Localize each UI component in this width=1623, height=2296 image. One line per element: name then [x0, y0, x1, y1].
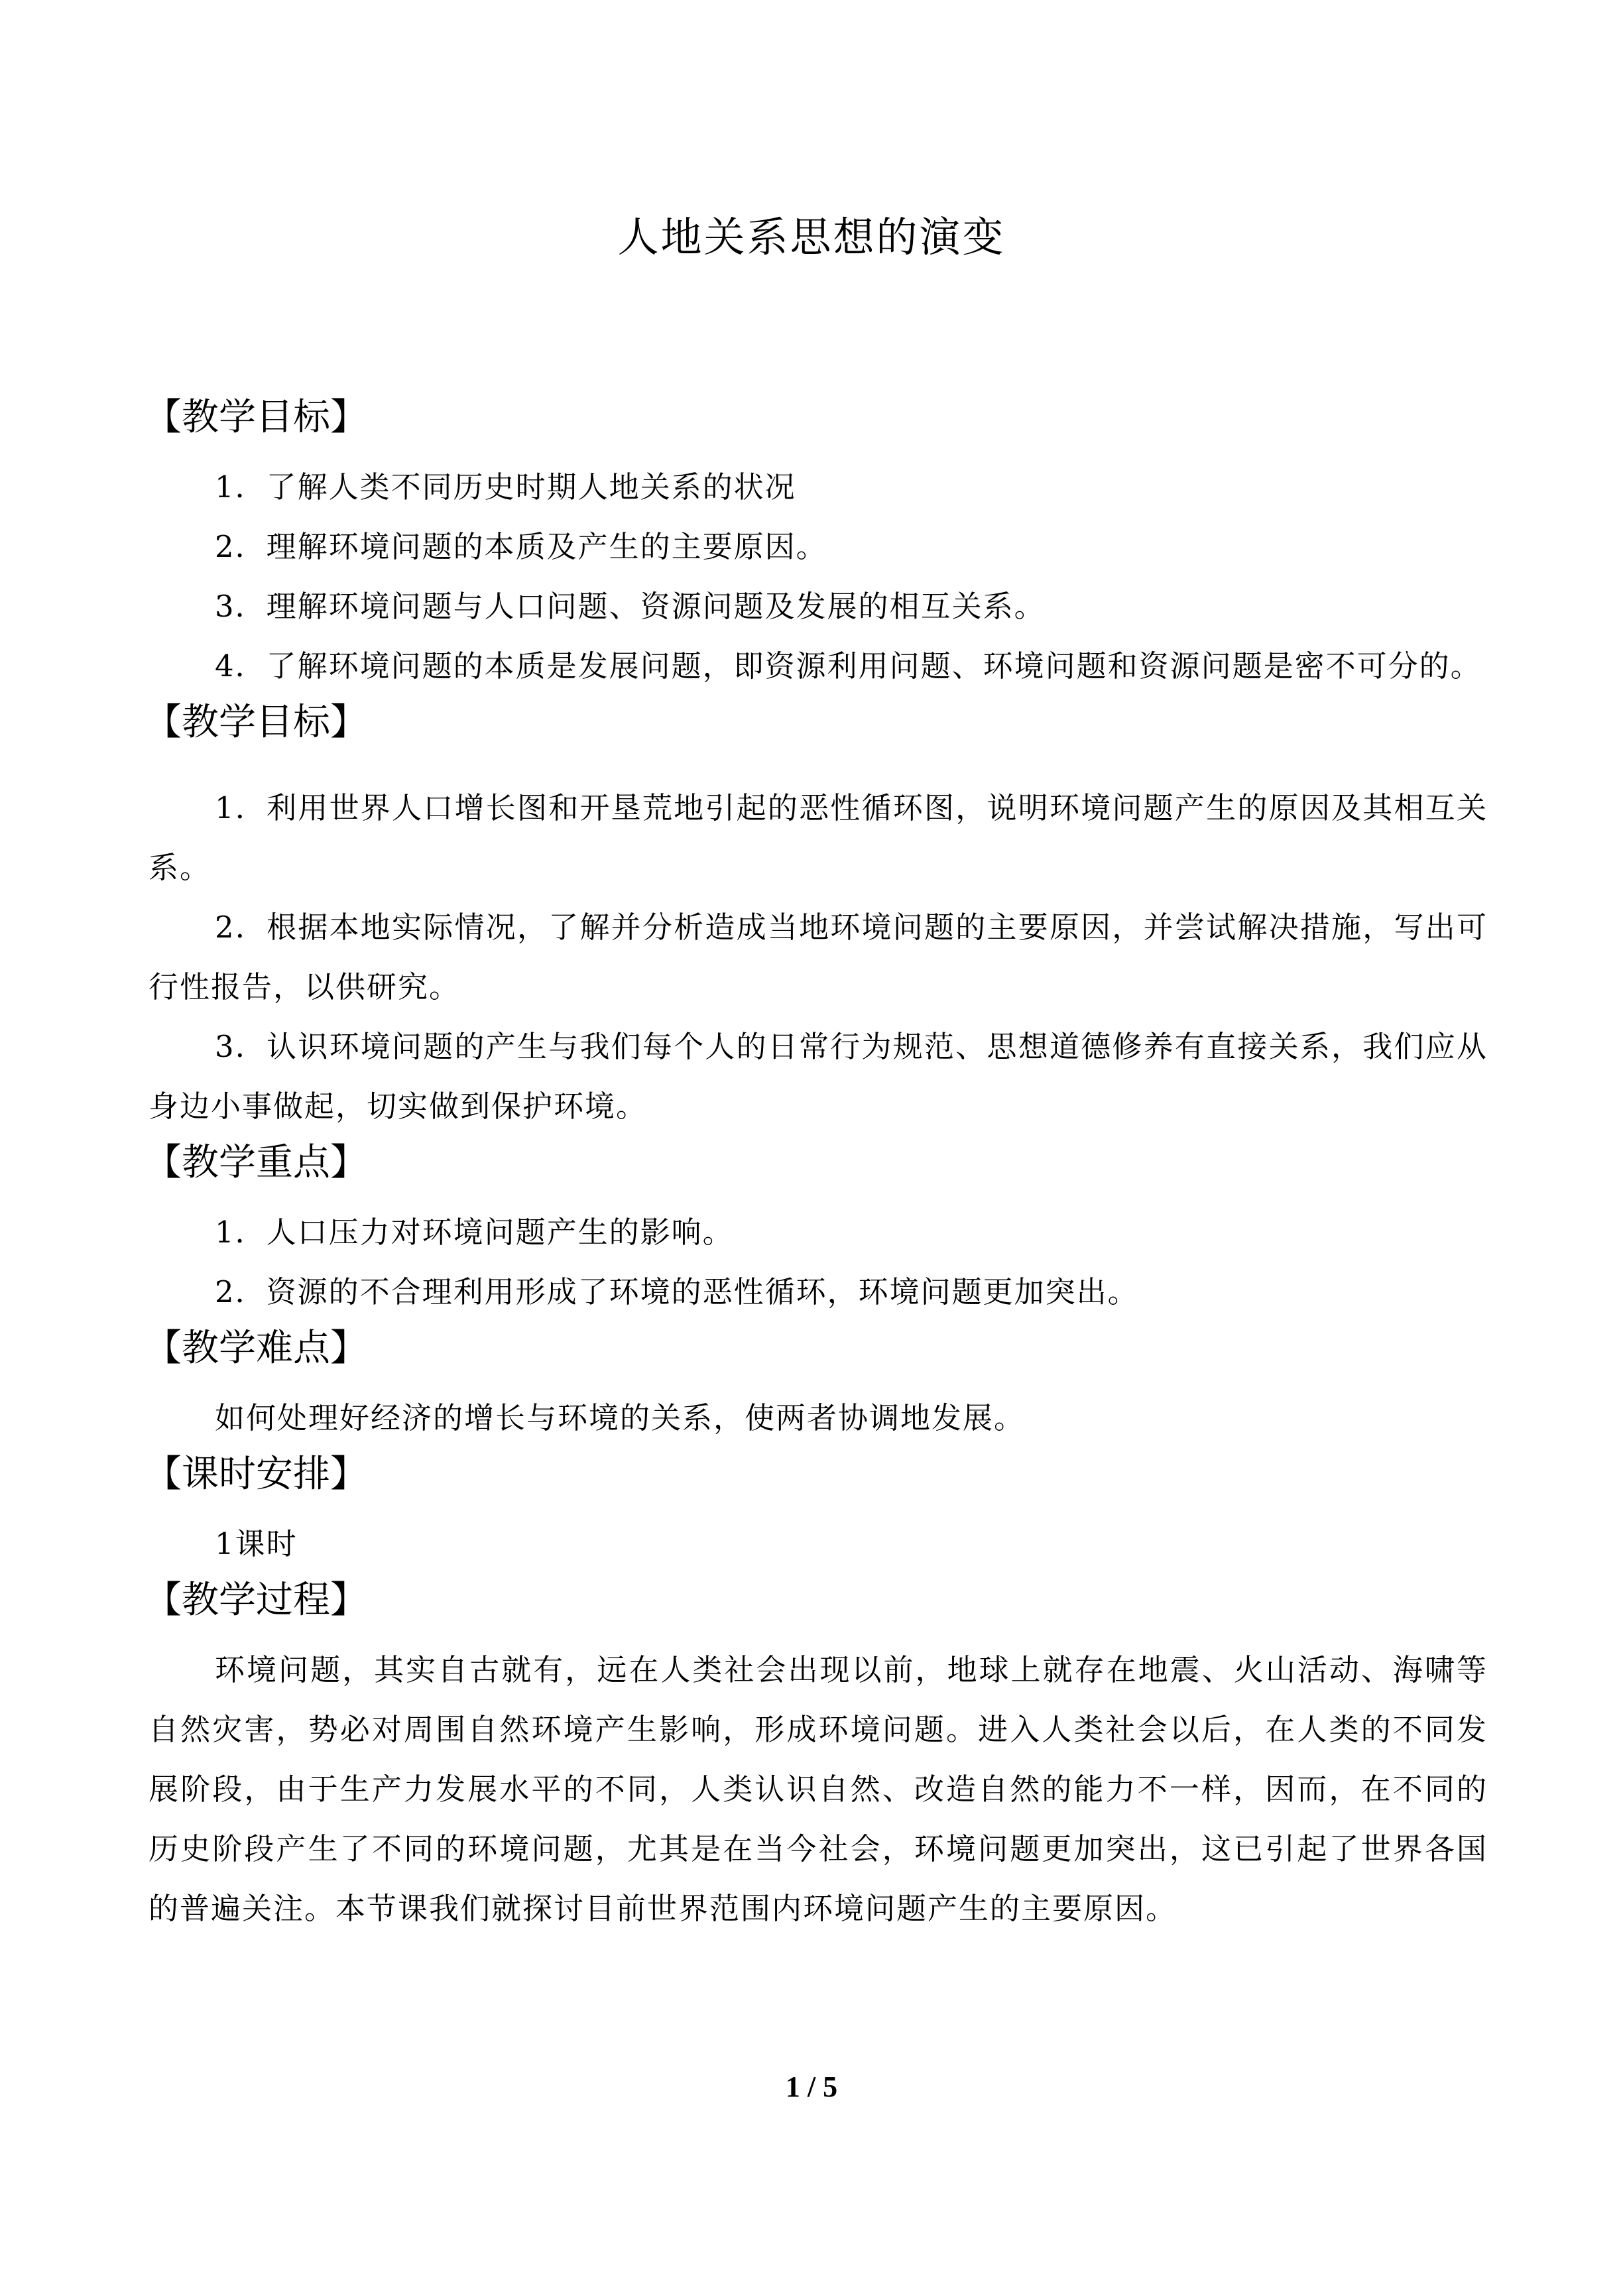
document-body: [145, 391, 1488, 1939]
list-item: 1．人口压力对环境问题产生的影响。: [215, 1215, 734, 1250]
list-item: 4．了解环境问题的本质是发展问题，即资源利用问题、环境问题和资源问题是密不可分的。: [215, 648, 1482, 684]
list-item: 1．利用世界人口增长图和开垦荒地引起的恶性循环图，说明环境问题产生的原因及其相互关系。: [149, 790, 1488, 885]
list-item: 2．根据本地实际情况，了解并分析造成当地环境问题的主要原因，并尝试解决措施，写出可行性报告，以供研究。: [149, 910, 1488, 1004]
section-heading-objectives-2: 【教学目标】: [145, 701, 367, 744]
section-heading-key-points: 【教学重点】: [145, 1141, 367, 1184]
list-item: 3．理解环境问题与人口问题、资源问题及发展的相互关系。: [215, 589, 1046, 624]
body-paragraph: 环境问题，其实自古就有，远在人类社会出现以前，地球上就存在地震、火山活动、海啸等自然灾害，势必对周围自然环境产生影响，形成环境问题。进入人类社会以后，在人类的不同发展阶段，由于生产力发展水平的不同，人类认识自然、改造自然的能力不一样，因而，在不同的历史阶段产生了不同的环境问题，尤其是在当今社会，环境问题更加突出，这已引起了世界各国的普遍关注。本节课我们就探讨目前世界范围内环境问题产生的主要原因。: [149, 1652, 1488, 1926]
list-item: 1课时: [215, 1526, 298, 1561]
section-heading-objectives: 【教学目标】: [145, 396, 367, 439]
section-heading-difficulties: 【教学难点】: [145, 1327, 367, 1370]
list-item: 2．资源的不合理利用形成了环境的恶性循环，环境问题更加突出。: [215, 1274, 1139, 1309]
list-item: 如何处理好经济的增长与环境的关系，使两者协调地发展。: [215, 1400, 1026, 1435]
section-heading-schedule: 【课时安排】: [145, 1453, 367, 1496]
list-item: 2．理解环境问题的本质及产生的主要原因。: [215, 529, 827, 564]
page-number: 1 / 5: [785, 2071, 838, 2103]
list-item: 1．了解人类不同历史时期人地关系的状况: [215, 469, 796, 505]
list-item: 3．认识环境问题的产生与我们每个人的日常行为规范、思想道德修养有直接关系，我们应从身边小事做起，切实做到保护环境。: [149, 1029, 1488, 1124]
document-title: 人地关系思想的演变: [617, 213, 1006, 261]
section-heading-process: 【教学过程】: [145, 1579, 367, 1622]
